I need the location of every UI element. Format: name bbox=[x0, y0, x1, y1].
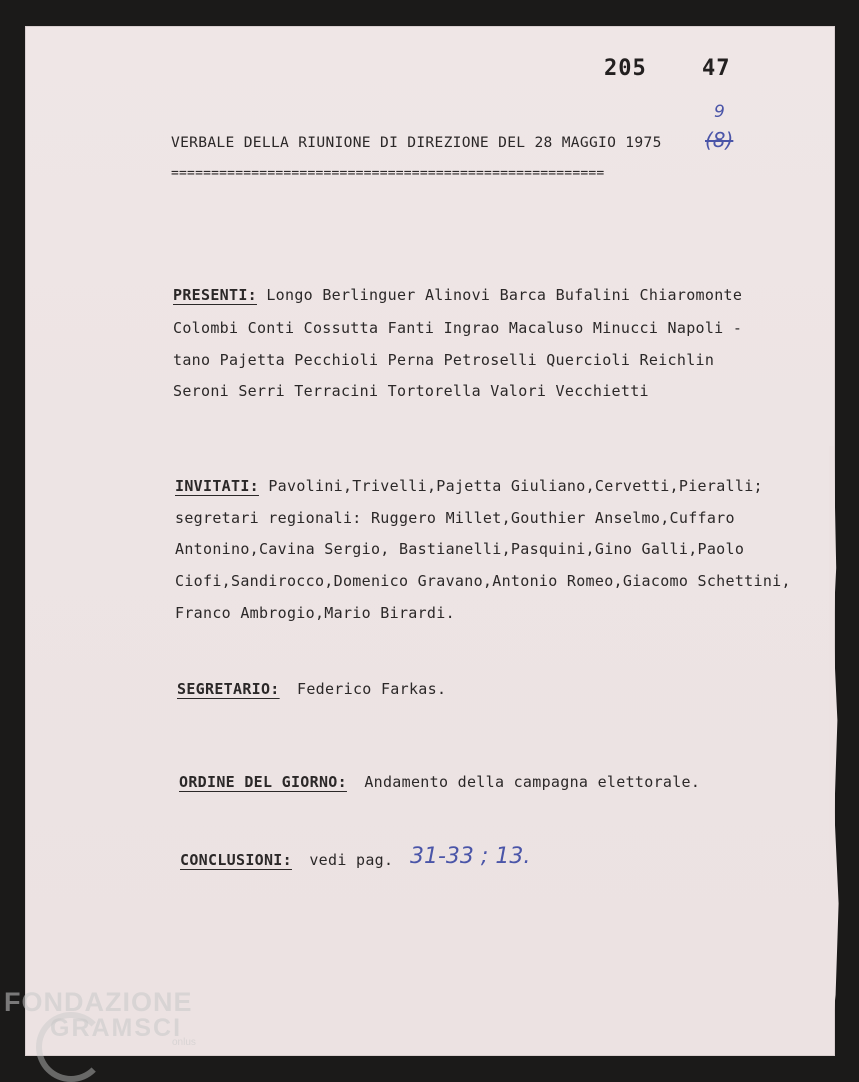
invitati-line-1: Pavolini,Trivelli,Pajetta Giuliano,Cervetti,Pieralli; bbox=[268, 477, 763, 495]
document-title: VERBALE DELLA RIUNIONE DI DIREZIONE DEL 28 MAGGIO 1975 bbox=[171, 134, 662, 151]
presenti-line-2: Colombi Conti Cossutta Fanti Ingrao Macaluso Minucci Napoli - bbox=[173, 319, 743, 337]
invitati-line-2: segretari regionali: Ruggero Millet,Gouthier Anselmo,Cuffaro bbox=[175, 509, 735, 527]
presenti-line-3: tano Pajetta Pecchioli Perna Petroselli Quercioli Reichlin bbox=[173, 351, 715, 369]
title-underline-rule: ====================================================== bbox=[171, 166, 605, 181]
conclusioni-handwritten-pages: 31-33 ; 13. bbox=[410, 844, 531, 869]
segretario-row bbox=[177, 680, 446, 698]
presenti-row-1 bbox=[173, 286, 742, 304]
handwritten-struck-number: (8) bbox=[705, 128, 734, 152]
presenti-label: PRESENTI: bbox=[173, 286, 257, 304]
ordine-row bbox=[179, 773, 700, 791]
ordine-label: ORDINE DEL GIORNO: bbox=[179, 773, 347, 791]
watermark-line-2: GRAMSCI bbox=[50, 1014, 183, 1042]
presenti-line-4: Seroni Serri Terracini Tortorella Valori Vecchietti bbox=[173, 382, 649, 400]
page-number-left: 205 bbox=[604, 56, 647, 81]
invitati-label: INVITATI: bbox=[175, 477, 259, 495]
page-number-right: 47 bbox=[702, 56, 731, 81]
document-page bbox=[25, 26, 835, 1056]
ordine-value: Andamento della campagna elettorale. bbox=[364, 773, 701, 791]
invitati-line-5: Franco Ambrogio,Mario Birardi. bbox=[175, 604, 455, 622]
presenti-line-1: Longo Berlinguer Alinovi Barca Bufalini Chiaromonte bbox=[266, 286, 743, 304]
handwritten-page-number: 9 bbox=[714, 102, 725, 122]
watermark-line-1: FONDAZIONE bbox=[4, 987, 193, 1017]
segretario-label: SEGRETARIO: bbox=[177, 680, 280, 698]
conclusioni-value: vedi pag. bbox=[309, 851, 394, 869]
invitati-line-3: Antonino,Cavina Sergio, Bastianelli,Pasquini,Gino Galli,Paolo bbox=[175, 540, 745, 558]
invitati-row-1 bbox=[175, 477, 763, 495]
invitati-line-4: Ciofi,Sandirocco,Domenico Gravano,Antonio Romeo,Giacomo Schettini, bbox=[175, 572, 791, 590]
conclusioni-row bbox=[180, 851, 393, 869]
conclusioni-label: CONCLUSIONI: bbox=[180, 851, 292, 869]
watermark-line-3: onlus bbox=[172, 1037, 196, 1048]
segretario-value: Federico Farkas. bbox=[296, 680, 447, 698]
